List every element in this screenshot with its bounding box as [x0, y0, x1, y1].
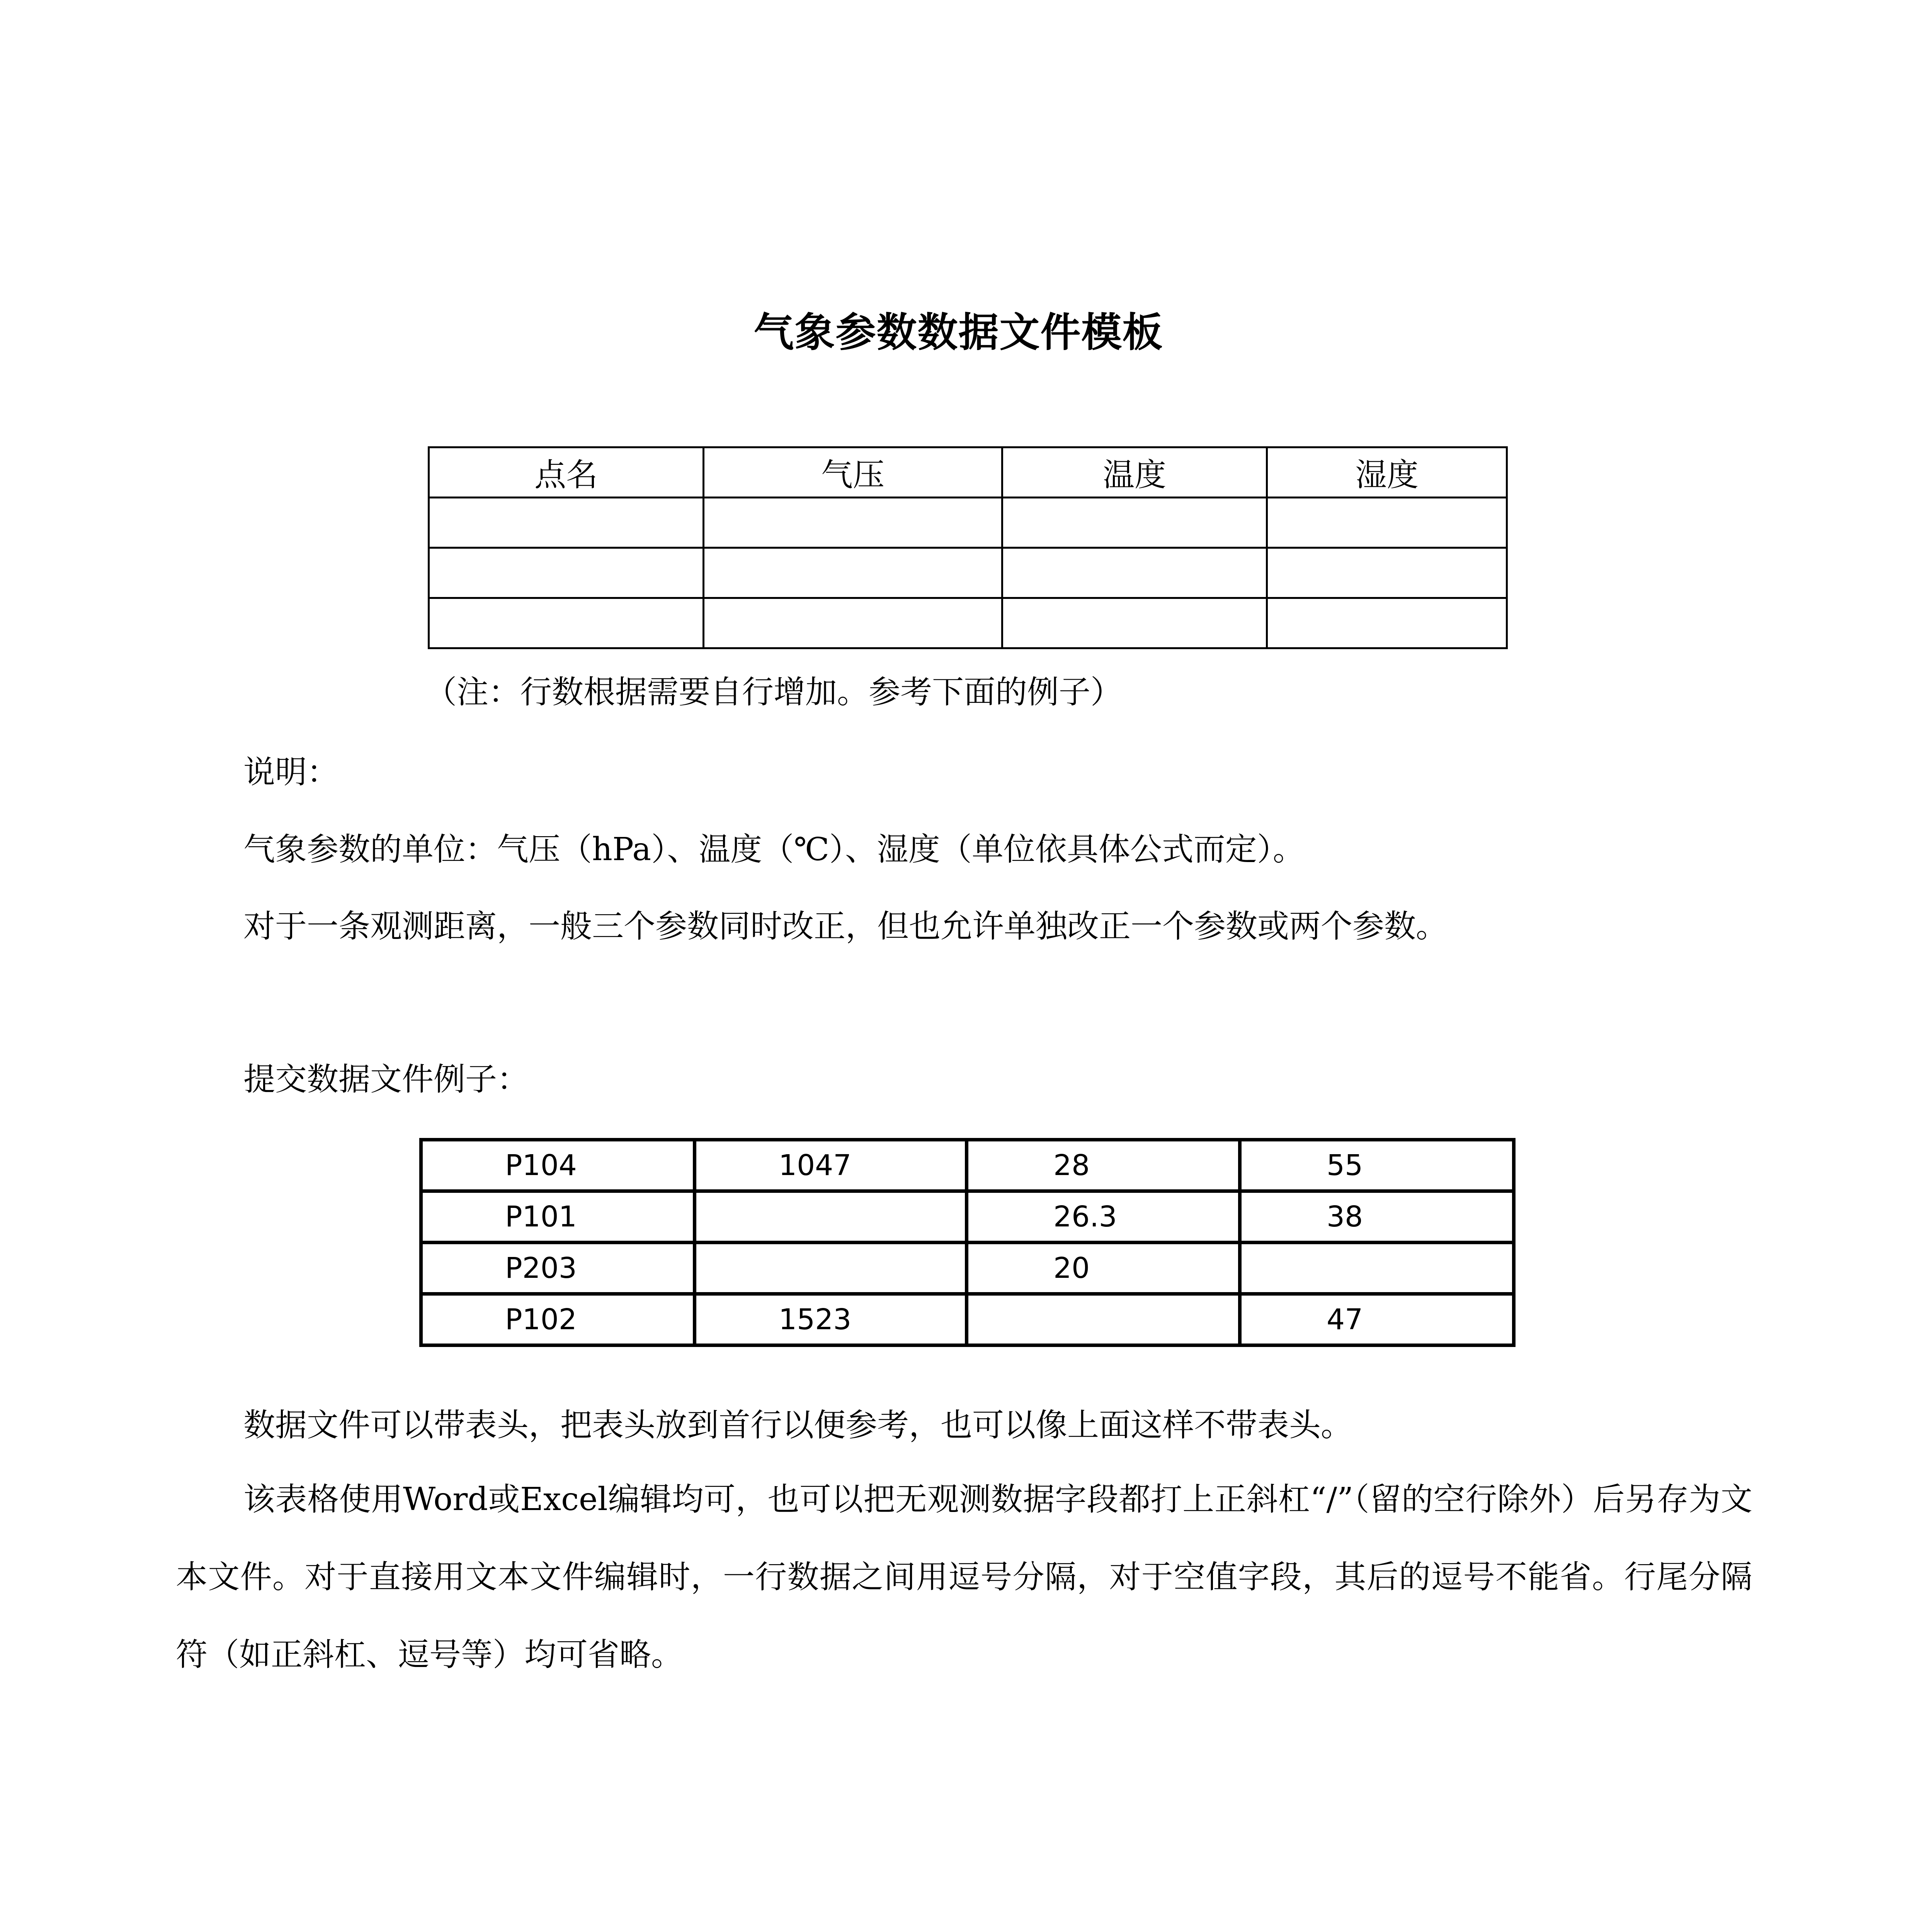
- example-row: [421, 1140, 1514, 1191]
- template-cell: [1002, 598, 1267, 648]
- pressure-cell: 1523: [695, 1294, 967, 1345]
- template-cell: [1002, 548, 1267, 598]
- units-description: 气象参数的单位：气压（hPa）、温度（℃）、湿度（单位依具体公式而定）。: [243, 831, 1305, 868]
- editing-note-paragraph: 该表格使用Word或Excel编辑均可，也可以把无观测数据字段都打上正斜杠“/”（留的空行除外）后另存为文本文件。对于直接用文本文件编辑时，一行数据之间用逗号分隔，对于空值字段，其后的逗号不能省。行尾分隔符（如正斜杠、逗号等）均可省略。: [176, 1481, 1752, 1673]
- humidity-cell: 47: [1240, 1294, 1514, 1345]
- header-humidity: 湿度: [1267, 447, 1507, 498]
- template-row: [429, 548, 1507, 598]
- template-cell: [704, 548, 1002, 598]
- humidity-cell: [1240, 1243, 1514, 1294]
- example-row: [421, 1243, 1514, 1294]
- point-name-cell: P102: [421, 1294, 695, 1345]
- template-cell: [429, 498, 704, 548]
- humidity-cell: 38: [1240, 1191, 1514, 1243]
- template-cell: [1002, 498, 1267, 548]
- pressure-cell: [695, 1243, 967, 1294]
- header-point-name: 点名: [429, 447, 704, 498]
- template-row: [429, 598, 1507, 648]
- temperature-cell: 28: [967, 1140, 1240, 1191]
- template-cell: [704, 498, 1002, 548]
- example-row: [421, 1294, 1514, 1345]
- point-name-cell: P101: [421, 1191, 695, 1243]
- header-temperature: 温度: [1002, 447, 1267, 498]
- template-cell: [1267, 548, 1507, 598]
- temperature-cell: 20: [967, 1243, 1240, 1294]
- example-heading: 提交数据文件例子：: [243, 1061, 529, 1098]
- temperature-cell: 26.3: [967, 1191, 1240, 1243]
- explanation-heading: 说明：: [243, 754, 339, 791]
- pressure-cell: [695, 1191, 967, 1243]
- header-note-paragraph: 数据文件可以带表头，把表头放到首行以便参考，也可以像上面这样不带表头。: [243, 1407, 1353, 1444]
- pressure-cell: 1047: [695, 1140, 967, 1191]
- table-note: （注：行数根据需要自行增加。参考下面的例子）: [425, 674, 1123, 711]
- template-cell: [1267, 598, 1507, 648]
- template-header-row: [429, 447, 1507, 498]
- template-cell: [1267, 498, 1507, 548]
- humidity-cell: 55: [1240, 1140, 1514, 1191]
- template-row: [429, 498, 1507, 548]
- example-row: [421, 1191, 1514, 1243]
- point-name-cell: P203: [421, 1243, 695, 1294]
- correction-description: 对于一条观测距离，一般三个参数同时改正，但也允许单独改正一个参数或两个参数。: [243, 908, 1448, 945]
- header-pressure: 气压: [704, 447, 1002, 498]
- example-table: [419, 1138, 1516, 1347]
- template-table: [428, 446, 1508, 649]
- point-name-cell: P104: [421, 1140, 695, 1191]
- temperature-cell: [967, 1294, 1240, 1345]
- template-cell: [429, 548, 704, 598]
- page-title: 气象参数数据文件模板: [754, 309, 1163, 356]
- template-cell: [704, 598, 1002, 648]
- template-cell: [429, 598, 704, 648]
